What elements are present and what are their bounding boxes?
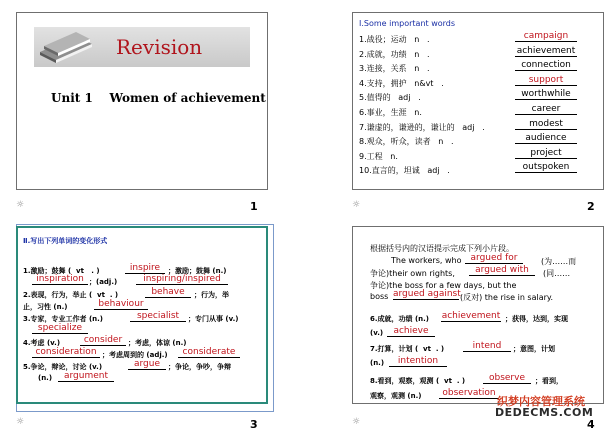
text-line: boss bbox=[370, 292, 389, 301]
text-line: 6.成就，功绩 (n.) bbox=[370, 315, 430, 323]
answer-blank: inspiring/inspired bbox=[136, 274, 228, 285]
text-line: (n.) bbox=[370, 359, 385, 367]
answer-blank: argue bbox=[128, 359, 166, 370]
word-answer: audience bbox=[515, 133, 577, 144]
answer-blank: specialist bbox=[130, 311, 186, 322]
answer-blank: inspiration bbox=[32, 274, 88, 285]
answer-blank: observe bbox=[483, 373, 531, 384]
text-line: ；考虑周到的 (adj.) bbox=[102, 351, 168, 359]
word-answer: campaign bbox=[515, 31, 577, 42]
text-line: 4.考虑 (v.) bbox=[23, 339, 61, 347]
text-line: ；意图，计划 bbox=[513, 345, 555, 353]
text-line: ；(adj.) bbox=[89, 278, 118, 286]
text-line: 3.专家，专业工作者 (n.) bbox=[23, 315, 104, 323]
word-answer: modest bbox=[515, 119, 577, 130]
answer-blank: behaviour bbox=[94, 299, 148, 310]
word-answer: connection bbox=[515, 60, 577, 71]
word-answer: support bbox=[515, 75, 577, 86]
word-question: 6.事业，生涯 n. bbox=[359, 108, 422, 117]
answer-blank: inspire bbox=[125, 263, 165, 274]
text-line: (n.) bbox=[38, 374, 53, 382]
text-line: ；专门从事 (v.) bbox=[188, 315, 239, 323]
text-line: 1.激励；鼓舞 ( vt . ) bbox=[23, 267, 100, 275]
slide-4-transition-icon: ☼ bbox=[352, 417, 361, 427]
word-question: 2.成就，功绩 n . bbox=[359, 49, 430, 59]
answer-blank: observation bbox=[439, 388, 499, 399]
instruction-line: 根据括号内的汉语提示完成下列小片段。 bbox=[370, 244, 514, 253]
text-line: 5.争论，辩论，讨论 (v.) bbox=[23, 363, 103, 371]
word-answer: achievement bbox=[516, 45, 576, 56]
text-line: The workers, who bbox=[391, 256, 462, 265]
watermark-text: 织梦内容管理系统 bbox=[497, 395, 585, 408]
slide-3-heading: Ⅱ.写出下列单词的变化形式 bbox=[23, 237, 108, 245]
answer-blank: considerate bbox=[178, 347, 240, 358]
word-question: 4.支持，拥护 n&vt . bbox=[359, 78, 444, 88]
word-question: 1.战役；运动 n . bbox=[359, 35, 430, 44]
slide-1-thumbnail[interactable] bbox=[16, 12, 268, 190]
slide-4-number: 4 bbox=[587, 418, 595, 431]
text-line: (反对) the rise in salary. bbox=[460, 293, 554, 302]
text-line: 争论)the boss for a few days, but the bbox=[370, 281, 517, 290]
slide-3-number: 3 bbox=[250, 418, 258, 431]
word-question: 3.连接，关系 n . bbox=[359, 64, 430, 74]
slide-title: Revision bbox=[116, 35, 203, 59]
answer-blank: argued with bbox=[469, 265, 535, 276]
text-line: 2.表现，行为，举止 ( vt . ) bbox=[23, 291, 119, 299]
slide-3-thumbnail[interactable] bbox=[16, 226, 268, 404]
word-answer: project bbox=[515, 148, 577, 159]
text-line: 8.看到，观察，观测 ( vt . ) bbox=[370, 377, 466, 385]
answer-blank: argued against bbox=[393, 289, 461, 299]
word-answer: outspoken bbox=[515, 162, 577, 173]
text-line: ；争论，争吵，争辩 bbox=[168, 363, 231, 371]
answer-blank: consideration bbox=[32, 347, 100, 358]
text-line: ；激励；鼓舞 (n.) bbox=[168, 267, 227, 275]
text-line: 7.打算，计划 ( vt . ) bbox=[370, 345, 445, 353]
answer-blank: achieve bbox=[387, 326, 435, 337]
slide-2-transition-icon: ☼ bbox=[352, 200, 361, 210]
word-question: 10.直言的，坦诚 adj . bbox=[359, 166, 450, 176]
answer-blank: consider bbox=[80, 335, 126, 346]
text-line: ；考虑，体谅 (n.) bbox=[128, 339, 187, 347]
text-line: (为……而 bbox=[541, 257, 577, 266]
answer-blank: intention bbox=[389, 356, 447, 367]
text-line: (v.) bbox=[370, 329, 384, 337]
unit-subtitle: Unit 1 Women of achievement bbox=[51, 91, 266, 105]
answer-blank: behave bbox=[145, 287, 191, 298]
text-line: 观察，观测 (n.) bbox=[370, 392, 422, 400]
books-icon bbox=[36, 30, 96, 64]
slide-4-thumbnail[interactable] bbox=[352, 226, 604, 404]
text-line: 止，习性 (n.) bbox=[23, 303, 68, 311]
slide-2-number: 2 bbox=[587, 200, 595, 213]
text-line: 争论)their own rights, bbox=[370, 269, 455, 278]
slide-3-transition-icon: ☼ bbox=[16, 417, 25, 427]
slide-2-heading: Ⅰ.Some important words bbox=[359, 19, 456, 28]
word-question: 8.观众，听众，读者 n . bbox=[359, 137, 454, 147]
answer-blank: intend bbox=[463, 341, 511, 352]
word-question: 5.值得的 adj . bbox=[359, 93, 421, 103]
text-line: (同…… bbox=[543, 269, 571, 278]
watermark-url: DEDECMS.COM bbox=[495, 406, 594, 419]
slide-2-thumbnail[interactable] bbox=[352, 12, 604, 190]
answer-blank: specialize bbox=[32, 323, 88, 334]
slide-1-number: 1 bbox=[250, 200, 258, 213]
word-question: 7.谦虚的，谦逊的，谦让的 adj . bbox=[359, 122, 485, 132]
text-line: ；获得，达到，实现 bbox=[505, 315, 568, 323]
answer-blank: argument bbox=[58, 371, 114, 382]
word-answer: career bbox=[515, 104, 577, 115]
answer-blank: achievement bbox=[441, 311, 501, 321]
answer-blank: argued for bbox=[465, 253, 523, 264]
text-line: ；看到， bbox=[535, 377, 563, 385]
slide-1-transition-icon: ☼ bbox=[16, 200, 25, 210]
word-question: 9.工程 n. bbox=[359, 151, 398, 161]
title-banner bbox=[34, 27, 250, 67]
word-answer: worthwhile bbox=[515, 89, 577, 100]
text-line: ；行为，举 bbox=[194, 291, 229, 299]
